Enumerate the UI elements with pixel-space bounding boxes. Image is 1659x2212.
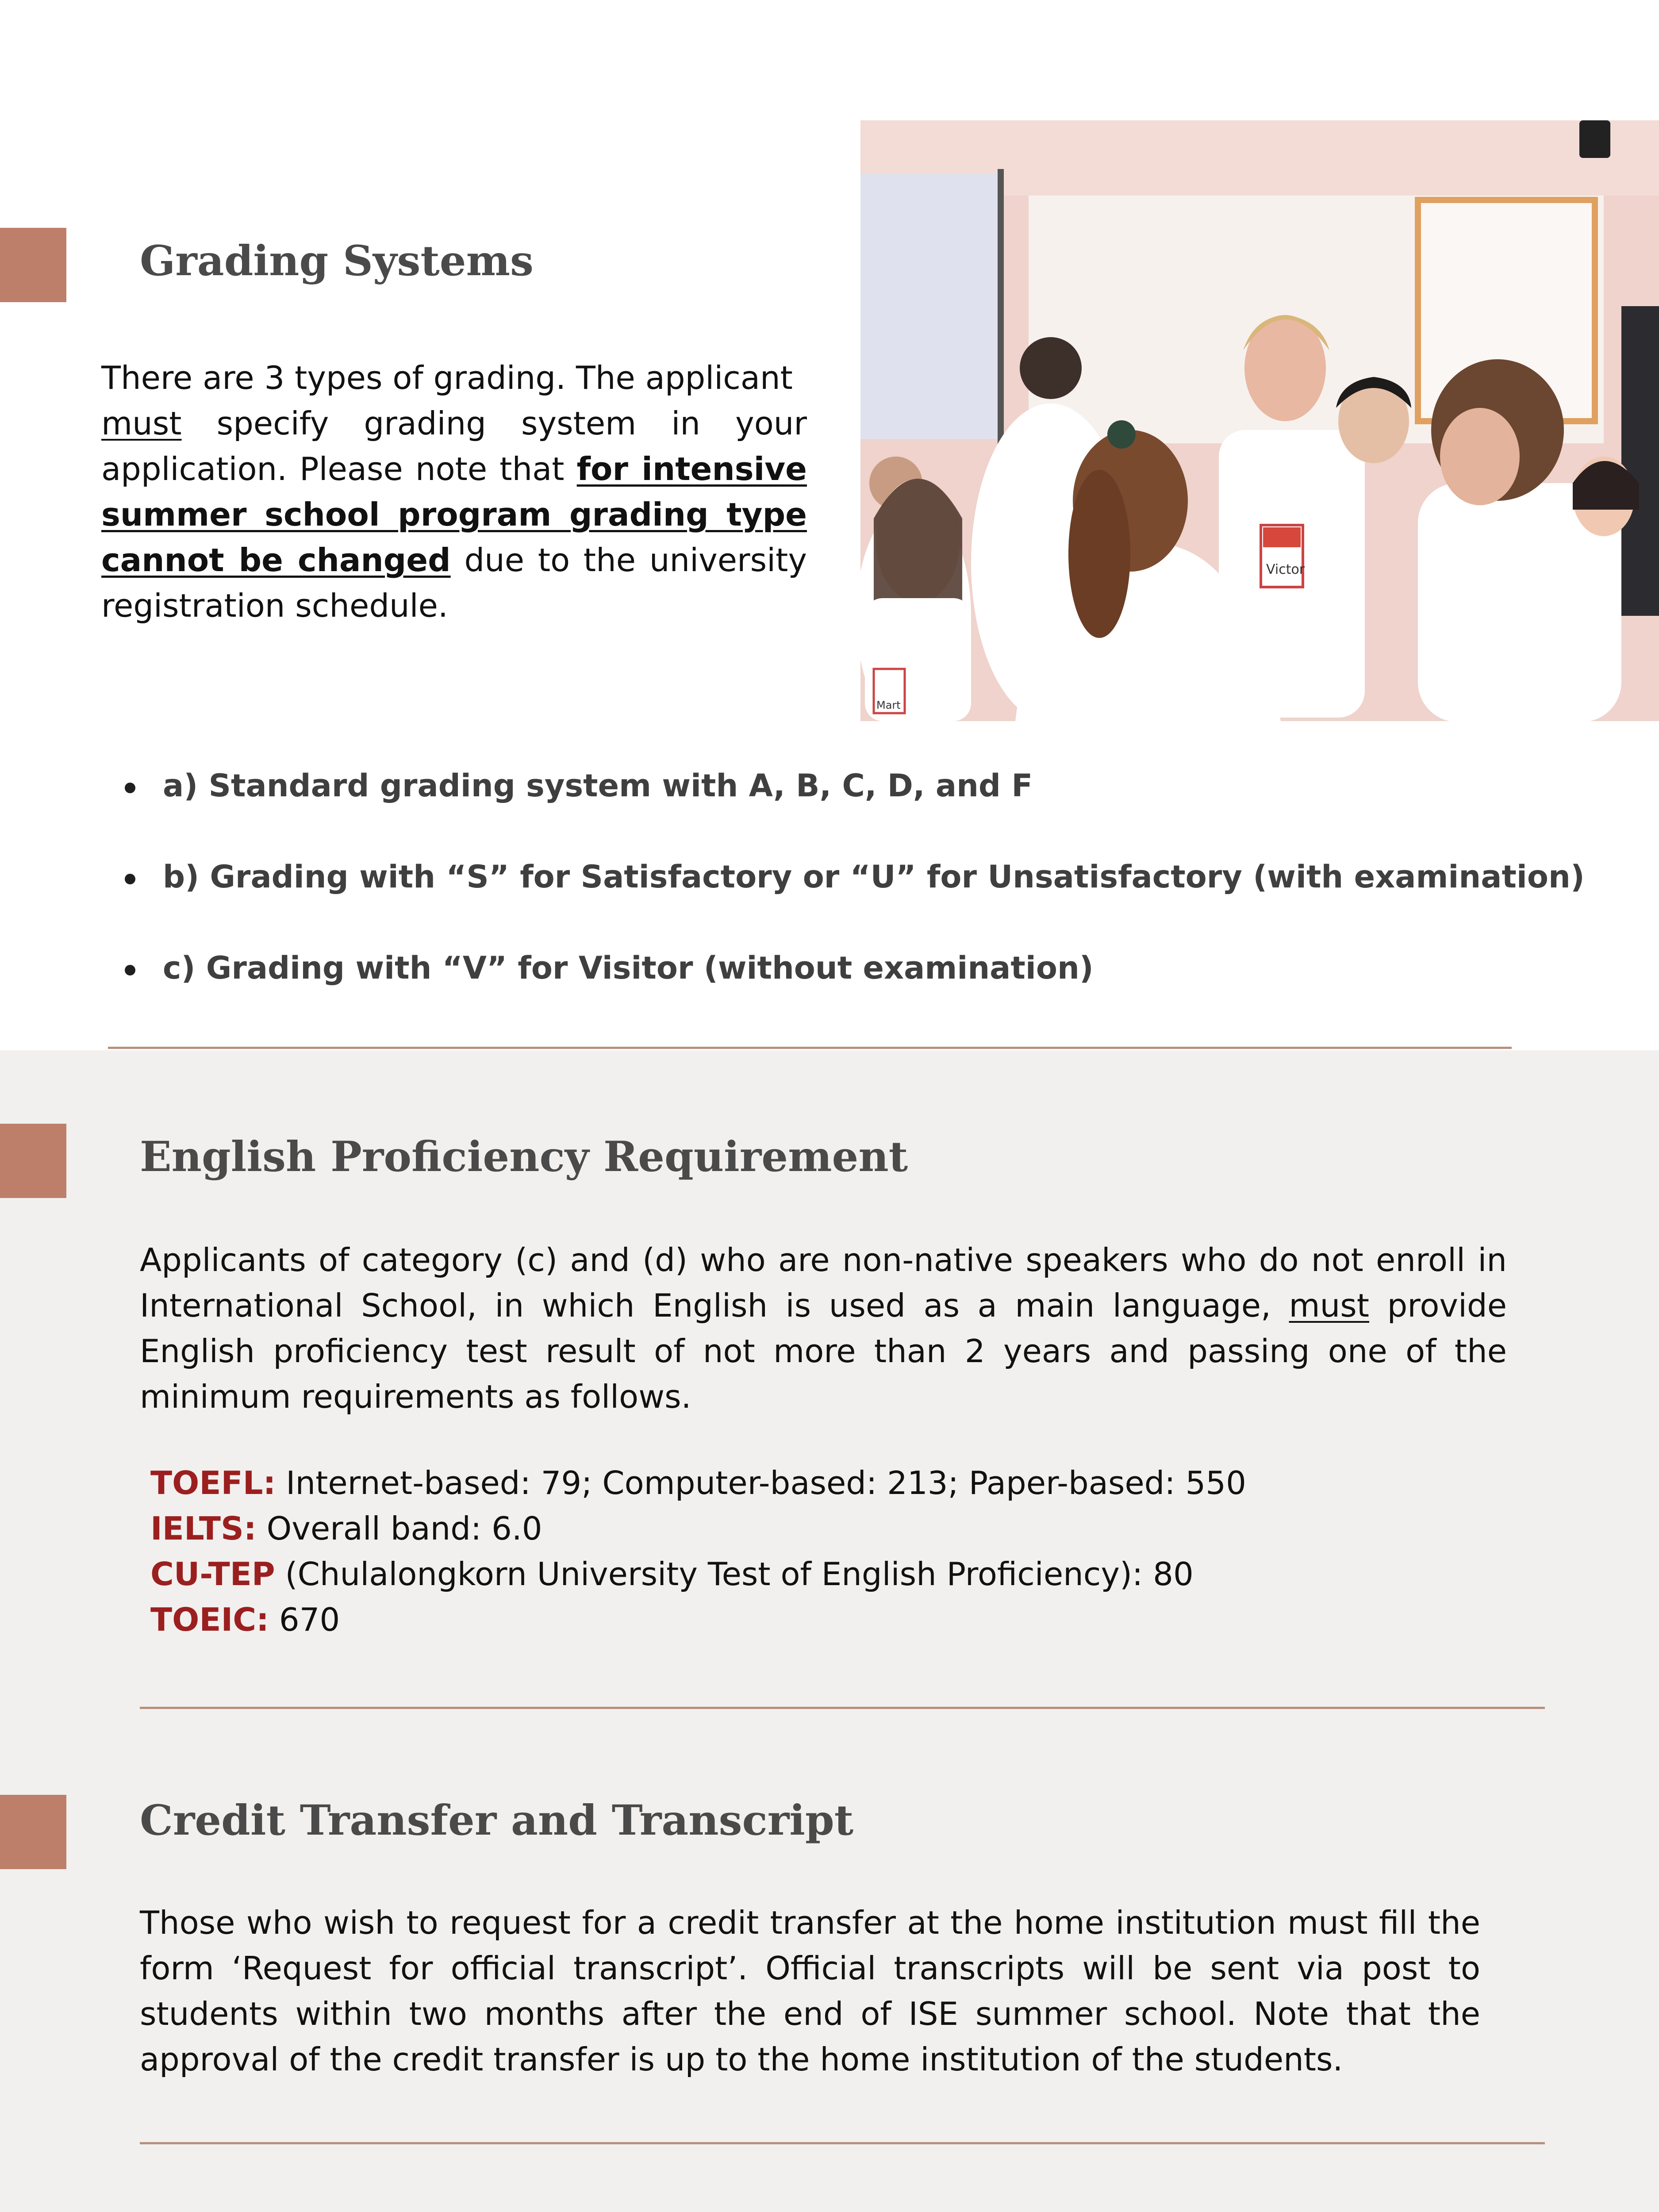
requirement-toefl: TOEFL: Internet-based: 79; Computer-based: 213; Paper-based: 550 — [150, 1464, 1246, 1502]
credit-paragraph: Those who wish to request for a credit transfer at the home institution must fill the form ‘Request for official transcript’. Official transcripts will be sent via post to students within two months after the end of ISE summer school. Note that the approval of the credit transfer is up to the home institution of the students. — [140, 1904, 1480, 2078]
divider — [140, 1707, 1545, 1709]
english-paragraph: Applicants of category (c) and (d) who are non-native speakers who do not enroll in International School, in which English is used as a main language, must provide English proficiency test result of not more than 2 years and passing one of the minimum requirements as follows. — [140, 1241, 1507, 1415]
grading-options-list — [106, 768, 1585, 1041]
bullet-icon — [125, 965, 135, 975]
requirement-toeic: TOEIC: 670 — [150, 1601, 340, 1638]
english-heading: English Proficiency Requirement — [140, 1133, 908, 1181]
photo-name-badge-2: Mart — [876, 699, 901, 711]
credit-heading: Credit Transfer and Transcript — [140, 1796, 854, 1845]
photo-name-badge: Victor — [1266, 562, 1305, 577]
requirement-cutep: CU-TEP (Chulalongkorn University Test of English Proficiency): 80 — [150, 1555, 1194, 1593]
requirement-ielts: IELTS: Overall band: 6.0 — [150, 1510, 542, 1547]
list-item: c) Grading with “V” for Visitor (without examination) — [106, 950, 1585, 1041]
grading-warning: for intensive summer school program grading type cannot be changed — [101, 450, 807, 579]
bullet-icon — [125, 783, 135, 793]
divider — [140, 2142, 1545, 2144]
list-item: b) Grading with “S” for Satisfactory or “U” for Unsatisfactory (with examination) — [106, 859, 1585, 950]
grading-heading: Grading Systems — [140, 237, 534, 285]
grading-paragraph: There are 3 types of grading. The applicant must specify grading system in your application. Please note that for intensive summer school program grading type cannot be changed due to the university registration schedule. — [101, 359, 807, 624]
list-item: a) Standard grading system with A, B, C, D, and F — [106, 768, 1585, 859]
section-marker-english — [0, 1124, 66, 1198]
must-emphasis: must — [101, 405, 182, 442]
section-marker-grading — [0, 228, 66, 302]
must-emphasis: must — [1289, 1287, 1370, 1324]
bullet-icon — [125, 874, 135, 884]
students-photo — [860, 120, 1659, 721]
section-marker-credit — [0, 1795, 66, 1869]
divider — [108, 1047, 1512, 1049]
